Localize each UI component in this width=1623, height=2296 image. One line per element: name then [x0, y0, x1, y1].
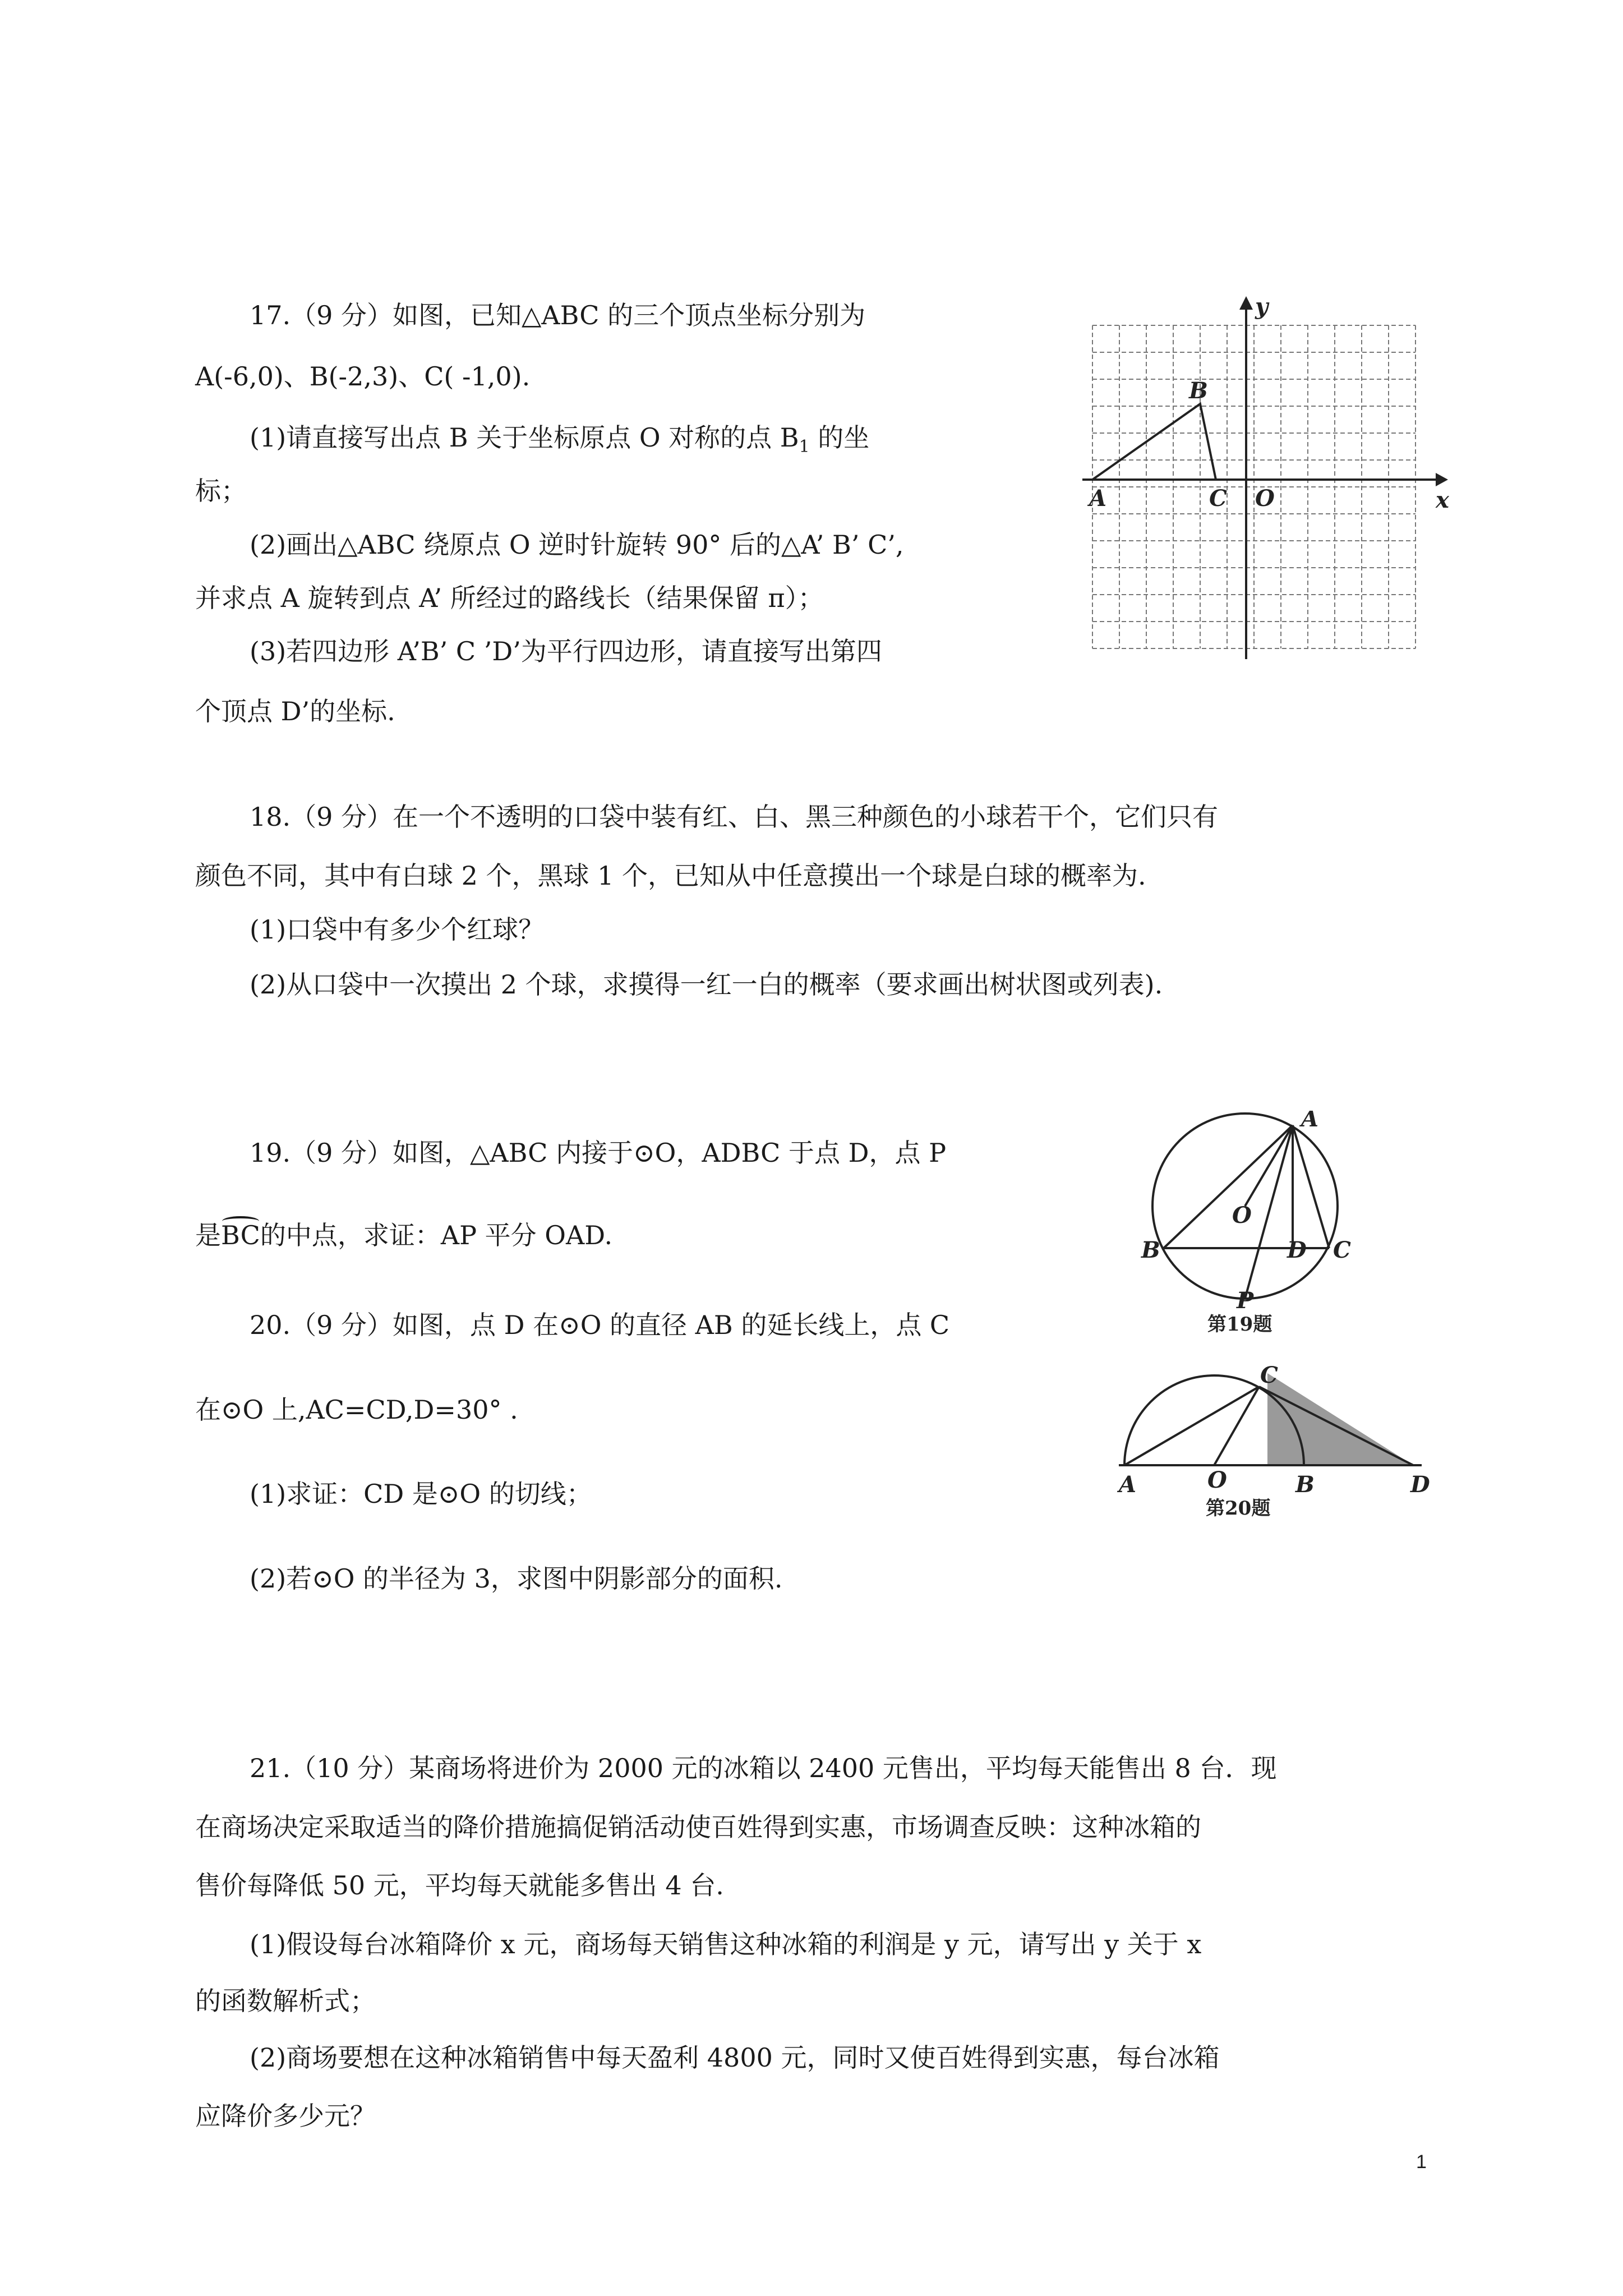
circle-figure-svg — [1108, 1111, 1377, 1352]
x-axis-arrow — [1436, 473, 1448, 486]
y-axis-label: y — [1255, 293, 1269, 320]
segment-ao — [1245, 1125, 1293, 1206]
q18-line-1: 18.（9 分）在一个不透明的口袋中装有红、白、黑三种颜色的小球若干个，它们只有 — [250, 802, 1219, 832]
coordinate-grid-svg — [1077, 286, 1469, 668]
page-number: 1 — [1416, 2151, 1427, 2173]
segment-ac — [1293, 1125, 1329, 1248]
q17-line-3b: 的坐 — [809, 422, 870, 453]
q19-line-1: 19.（9 分）如图，△ABC 内接于⊙O，ADBC 于点 D，点 P — [250, 1138, 947, 1168]
semicircle-figure-svg — [1108, 1352, 1433, 1520]
figure-19-caption: 第19题 — [1207, 1313, 1272, 1336]
point-c-label: C — [1333, 1237, 1351, 1263]
point-o-label: O — [1207, 1467, 1227, 1493]
q17-line-8: 个顶点 D’的坐标. — [195, 696, 395, 726]
figure-20-caption: 第20题 — [1206, 1497, 1271, 1520]
q20-figure-semicircle — [1108, 1352, 1433, 1520]
point-b-label: B — [1295, 1471, 1315, 1498]
q17-line-5: (2)画出△ABC 绕原点 O 逆时针旋转 90° 后的△A’ B’ C’, — [250, 530, 904, 560]
q17-line-3a: (1)请直接写出点 B 关于坐标原点 O 对称的点 B — [250, 422, 799, 453]
q17-subscript: 1 — [799, 437, 810, 457]
q20-line-2: 在⊙O 上,AC=CD,D=30° . — [195, 1395, 518, 1425]
segment-ap — [1245, 1125, 1293, 1299]
q21-line-5: 的函数解析式； — [195, 1986, 376, 2016]
q21-line-3: 售价每降低 50 元，平均每天就能多售出 4 台. — [195, 1870, 724, 1901]
x-axis-label: x — [1436, 487, 1449, 513]
point-b-label: B — [1141, 1237, 1160, 1263]
q21-line-1: 21.（10 分）某商场将进价为 2000 元的冰箱以 2400 元售出，平均每天能售出 8 台．现 — [250, 1753, 1277, 1783]
origin-label: O — [1255, 485, 1275, 512]
point-d-label: D — [1287, 1237, 1307, 1263]
q20-line-4: (2)若⊙O 的半径为 3，求图中阴影部分的面积. — [250, 1563, 783, 1594]
q17-line-4: 标； — [195, 476, 247, 506]
q17-line-6: 并求点 A 旋转到点 A’ 所经过的路线长（结果保留 π）； — [195, 583, 824, 613]
triangle-abc — [1092, 404, 1216, 480]
q18-line-2: 颜色不同，其中有白球 2 个，黑球 1 个，已知从中任意摸出一个球是白球的概率为. — [195, 861, 1146, 891]
q17-line-2: A(-6,0)、B(-2,3)、C( -1,0). — [195, 361, 531, 392]
point-o-label: O — [1232, 1202, 1252, 1228]
q19-line-2a: 是 — [195, 1220, 221, 1250]
segment-ab — [1164, 1125, 1293, 1248]
point-b-label: B — [1189, 378, 1208, 404]
q21-line-6: (2)商场要想在这种冰箱销售中每天盈利 4800 元，同时又使百姓得到实惠，每台冰箱 — [250, 2042, 1220, 2073]
q17-line-7: (3)若四边形 A’B’ C ’D’为平行四边形，请直接写出第四 — [250, 636, 882, 666]
shaded-region — [1267, 1373, 1413, 1465]
q21-line-7: 应降价多少元？ — [195, 2101, 376, 2131]
point-d-label: D — [1410, 1471, 1430, 1498]
q17-line-1: 17.（9 分）如图，已知△ABC 的三个顶点坐标分别为 — [250, 300, 866, 330]
point-a-label: A — [1301, 1111, 1319, 1132]
q19-line-2b: 的中点，求证：AP 平分 OAD. — [260, 1220, 613, 1250]
q21-line-2: 在商场决定采取适当的降价措施搞促销活动使百姓得到实惠，市场调查反映：这种冰箱的 — [195, 1812, 1201, 1842]
arc-bc: BC — [221, 1218, 260, 1252]
point-p-label: P — [1237, 1287, 1254, 1314]
point-a-label: A — [1089, 485, 1107, 512]
q18-line-3: (1)口袋中有多少个红球？ — [250, 914, 545, 945]
q20-line-3: (1)求证：CD 是⊙O 的切线； — [250, 1479, 592, 1509]
q19-line-2 — [195, 1218, 612, 1252]
q17-line-3 — [250, 421, 869, 464]
q17-figure-coordinate-grid — [1077, 286, 1469, 668]
semicircle-mask — [1223, 1387, 1267, 1465]
point-c-label: C — [1260, 1362, 1278, 1388]
q21-line-4: (1)假设每台冰箱降价 x 元，商场每天销售这种冰箱的利润是 y 元，请写出 y 关于 x — [250, 1929, 1202, 1959]
q18-line-4: (2)从口袋中一次摸出 2 个球，求摸得一红一白的概率（要求画出树状图或列表). — [250, 969, 1163, 1000]
y-axis-arrow — [1239, 296, 1253, 310]
q20-line-1: 20.（9 分）如图，点 D 在⊙O 的直径 AB 的延长线上，点 C — [250, 1310, 950, 1340]
point-c-label: C — [1209, 485, 1227, 512]
q19-figure-circle — [1108, 1111, 1377, 1352]
point-a-label: A — [1119, 1471, 1137, 1498]
